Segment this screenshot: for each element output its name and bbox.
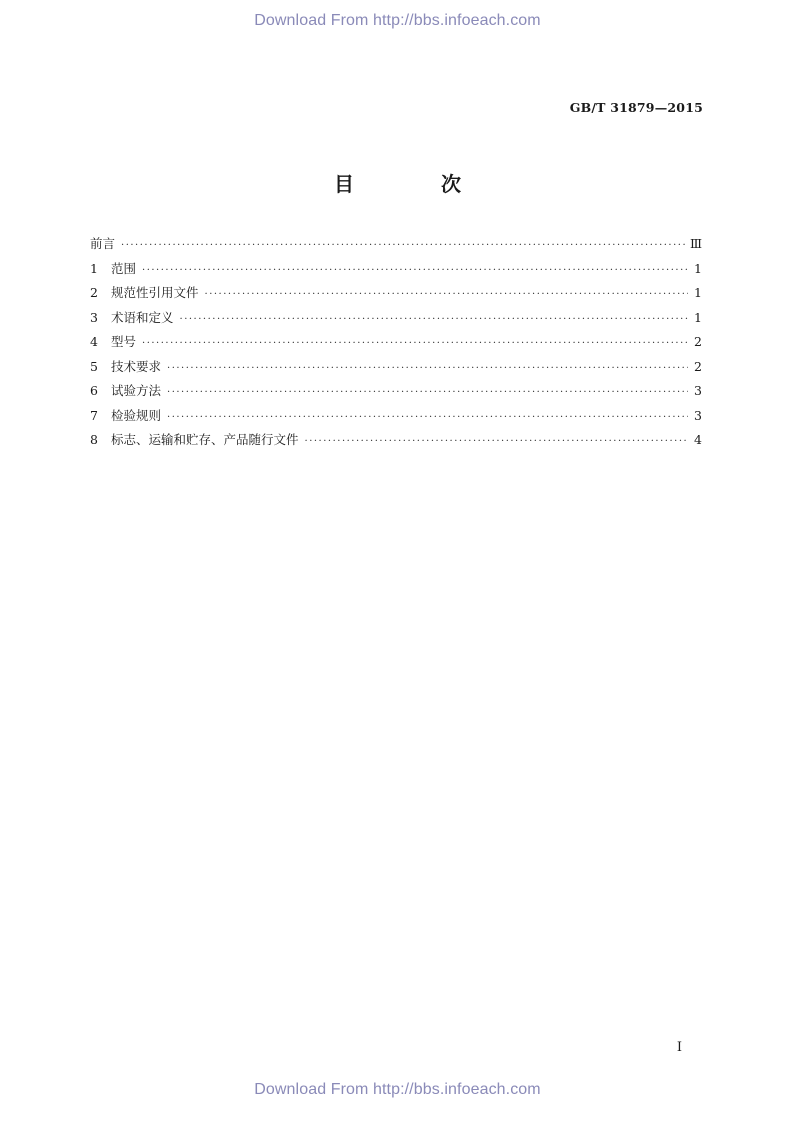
standard-code: GB/T 31879—2015 [569,100,703,115]
toc-entry-label: 型号 [111,334,137,349]
toc-entry-label: 范围 [111,260,137,276]
toc-leader-dots [305,430,688,455]
toc-entry-number: 4 [90,334,98,349]
toc-entry-page: 3 [694,383,702,398]
toc-entry-label: 检验规则 [111,407,162,423]
toc-leader-dots [205,283,688,308]
toc-entry-page: 3 [694,407,702,423]
toc-entry-page: 1 [694,260,702,276]
watermark-bottom: Download From http://bbs.infoeach.com [254,1081,541,1098]
toc-entry-8[interactable] [90,428,702,453]
toc-entry-foreword[interactable] [90,232,702,257]
toc-entry-label: 技术要求 [111,358,162,374]
page-title: 目 次 [334,172,501,196]
toc-entry-page: 4 [694,432,702,447]
toc-entry-3[interactable] [90,306,702,331]
table-of-contents [90,232,702,453]
toc-entry-5[interactable] [90,355,702,380]
toc-entry-page: 1 [694,285,702,300]
toc-entry-number: 1 [90,260,98,276]
toc-entry-number: 6 [90,383,98,398]
toc-entry-2[interactable] [90,281,702,306]
toc-entry-6[interactable] [90,379,702,404]
toc-entry-page: Ⅲ [689,236,702,251]
page-number: Ⅰ [676,1040,682,1055]
toc-leader-dots [142,332,688,357]
toc-entry-label: 术语和定义 [111,309,174,325]
toc-entry-4[interactable] [90,330,702,355]
toc-entry-page: 1 [694,309,702,325]
toc-entry-label: 前言 [90,236,116,251]
toc-entry-number: 2 [90,285,98,300]
toc-leader-dots [180,308,688,333]
toc-leader-dots [167,357,688,382]
toc-entry-number: 5 [90,358,98,374]
toc-leader-dots [142,259,688,284]
watermark-top: Download From http://bbs.infoeach.com [254,12,541,29]
toc-entry-1[interactable] [90,257,702,282]
toc-leader-dots [167,381,688,406]
toc-entry-number: 8 [90,432,98,447]
toc-entry-label: 试验方法 [111,383,162,398]
toc-entry-label: 标志、运输和贮存、产品随行文件 [111,432,299,447]
toc-entry-page: 2 [694,358,702,374]
toc-entry-page: 2 [694,334,702,349]
toc-entry-number: 3 [90,309,98,325]
toc-leader-dots [167,406,688,431]
toc-entry-label: 规范性引用文件 [111,285,199,300]
toc-entry-7[interactable] [90,404,702,429]
toc-leader-dots [121,234,686,259]
toc-entry-number: 7 [90,407,98,423]
